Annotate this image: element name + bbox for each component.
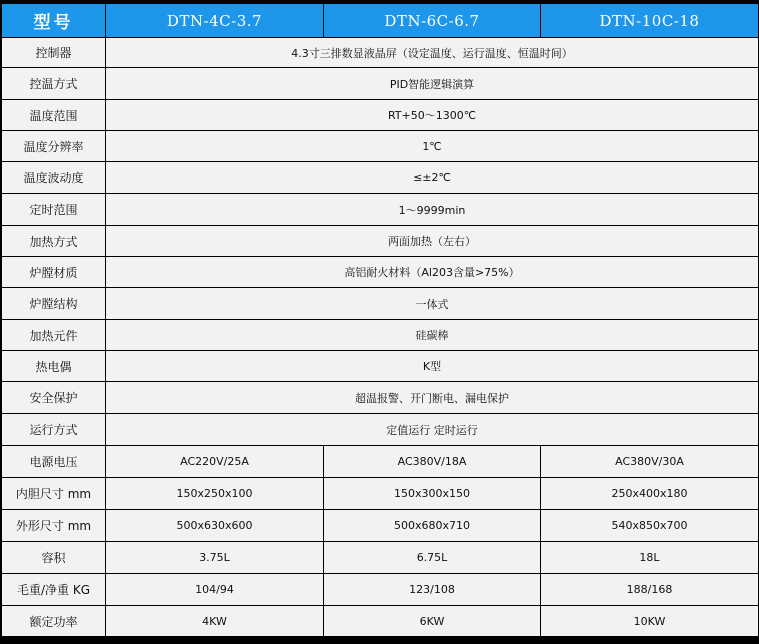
- spec-value: 540x850x700: [541, 510, 759, 542]
- spec-row-inner-size: [2, 478, 759, 510]
- spec-table: [1, 3, 759, 637]
- spec-row-outer-size: [2, 510, 759, 542]
- spec-row-thermocouple: [2, 351, 759, 382]
- spec-value: 188/168: [541, 574, 759, 606]
- model-column-header: 型号: [2, 4, 106, 38]
- spec-value: PID智能逻辑演算: [106, 68, 759, 100]
- spec-label: 运行方式: [2, 414, 106, 446]
- spec-row-volume: [2, 542, 759, 574]
- spec-row-operation-mode: [2, 414, 759, 446]
- spec-label: 外形尺寸 mm: [2, 510, 106, 542]
- spec-value: 10KW: [541, 606, 759, 637]
- spec-row-temperature-resolution: [2, 131, 759, 162]
- spec-value: AC380V/18A: [324, 446, 541, 478]
- spec-value: 超温报警、开门断电、漏电保护: [106, 382, 759, 414]
- spec-value: 高铝耐火材料（Al203含量>75%）: [106, 257, 759, 288]
- spec-row-heating-element: [2, 320, 759, 351]
- spec-label: 毛重/净重 KG: [2, 574, 106, 606]
- model-name-header: DTN-6C-6.7: [324, 4, 541, 38]
- spec-value: 500x630x600: [106, 510, 324, 542]
- spec-row-timer-range: [2, 194, 759, 226]
- spec-value: 18L: [541, 542, 759, 574]
- spec-label: 控制器: [2, 38, 106, 68]
- spec-label: 温度范围: [2, 100, 106, 131]
- spec-value: RT+50～1300℃: [106, 100, 759, 131]
- spec-value: K型: [106, 351, 759, 382]
- spec-label: 加热方式: [2, 226, 106, 257]
- spec-value: 定值运行 定时运行: [106, 414, 759, 446]
- spec-value: 硅碳棒: [106, 320, 759, 351]
- spec-label: 额定功率: [2, 606, 106, 637]
- spec-row-control-method: [2, 68, 759, 100]
- spec-value: 6KW: [324, 606, 541, 637]
- spec-value: AC380V/30A: [541, 446, 759, 478]
- spec-value: 250x400x180: [541, 478, 759, 510]
- spec-value: 150x250x100: [106, 478, 324, 510]
- spec-label: 容积: [2, 542, 106, 574]
- spec-value: 150x300x150: [324, 478, 541, 510]
- spec-label: 定时范围: [2, 194, 106, 226]
- spec-value: 500x680x710: [324, 510, 541, 542]
- spec-value: 1～9999min: [106, 194, 759, 226]
- spec-value: 1℃: [106, 131, 759, 162]
- spec-label: 温度波动度: [2, 162, 106, 194]
- spec-row-controller: [2, 38, 759, 68]
- header-row: [2, 4, 759, 38]
- spec-label: 热电偶: [2, 351, 106, 382]
- spec-row-power-supply: [2, 446, 759, 478]
- spec-value: 两面加热（左右）: [106, 226, 759, 257]
- spec-row-temperature-fluctuation: [2, 162, 759, 194]
- spec-row-heating-method: [2, 226, 759, 257]
- model-name-header: DTN-4C-3.7: [106, 4, 324, 38]
- spec-label: 温度分辨率: [2, 131, 106, 162]
- spec-label: 加热元件: [2, 320, 106, 351]
- spec-row-chamber-material: [2, 257, 759, 288]
- spec-value: 104/94: [106, 574, 324, 606]
- spec-row-temperature-range: [2, 100, 759, 131]
- spec-value: AC220V/25A: [106, 446, 324, 478]
- spec-value: 4.3寸三排数显液晶屏（设定温度、运行温度、恒温时间）: [106, 38, 759, 68]
- spec-row-chamber-structure: [2, 288, 759, 320]
- spec-label: 电源电压: [2, 446, 106, 478]
- spec-row-rated-power: [2, 606, 759, 637]
- spec-label: 炉膛材质: [2, 257, 106, 288]
- spec-label: 内胆尺寸 mm: [2, 478, 106, 510]
- spec-row-safety-protection: [2, 382, 759, 414]
- spec-label: 控温方式: [2, 68, 106, 100]
- model-name-header: DTN-10C-18: [541, 4, 759, 38]
- spec-value: 6.75L: [324, 542, 541, 574]
- spec-label: 炉膛结构: [2, 288, 106, 320]
- spec-value: 一体式: [106, 288, 759, 320]
- spec-value: 123/108: [324, 574, 541, 606]
- spec-value: ≤±2℃: [106, 162, 759, 194]
- spec-label: 安全保护: [2, 382, 106, 414]
- spec-value: 3.75L: [106, 542, 324, 574]
- spec-row-weight: [2, 574, 759, 606]
- spec-value: 4KW: [106, 606, 324, 637]
